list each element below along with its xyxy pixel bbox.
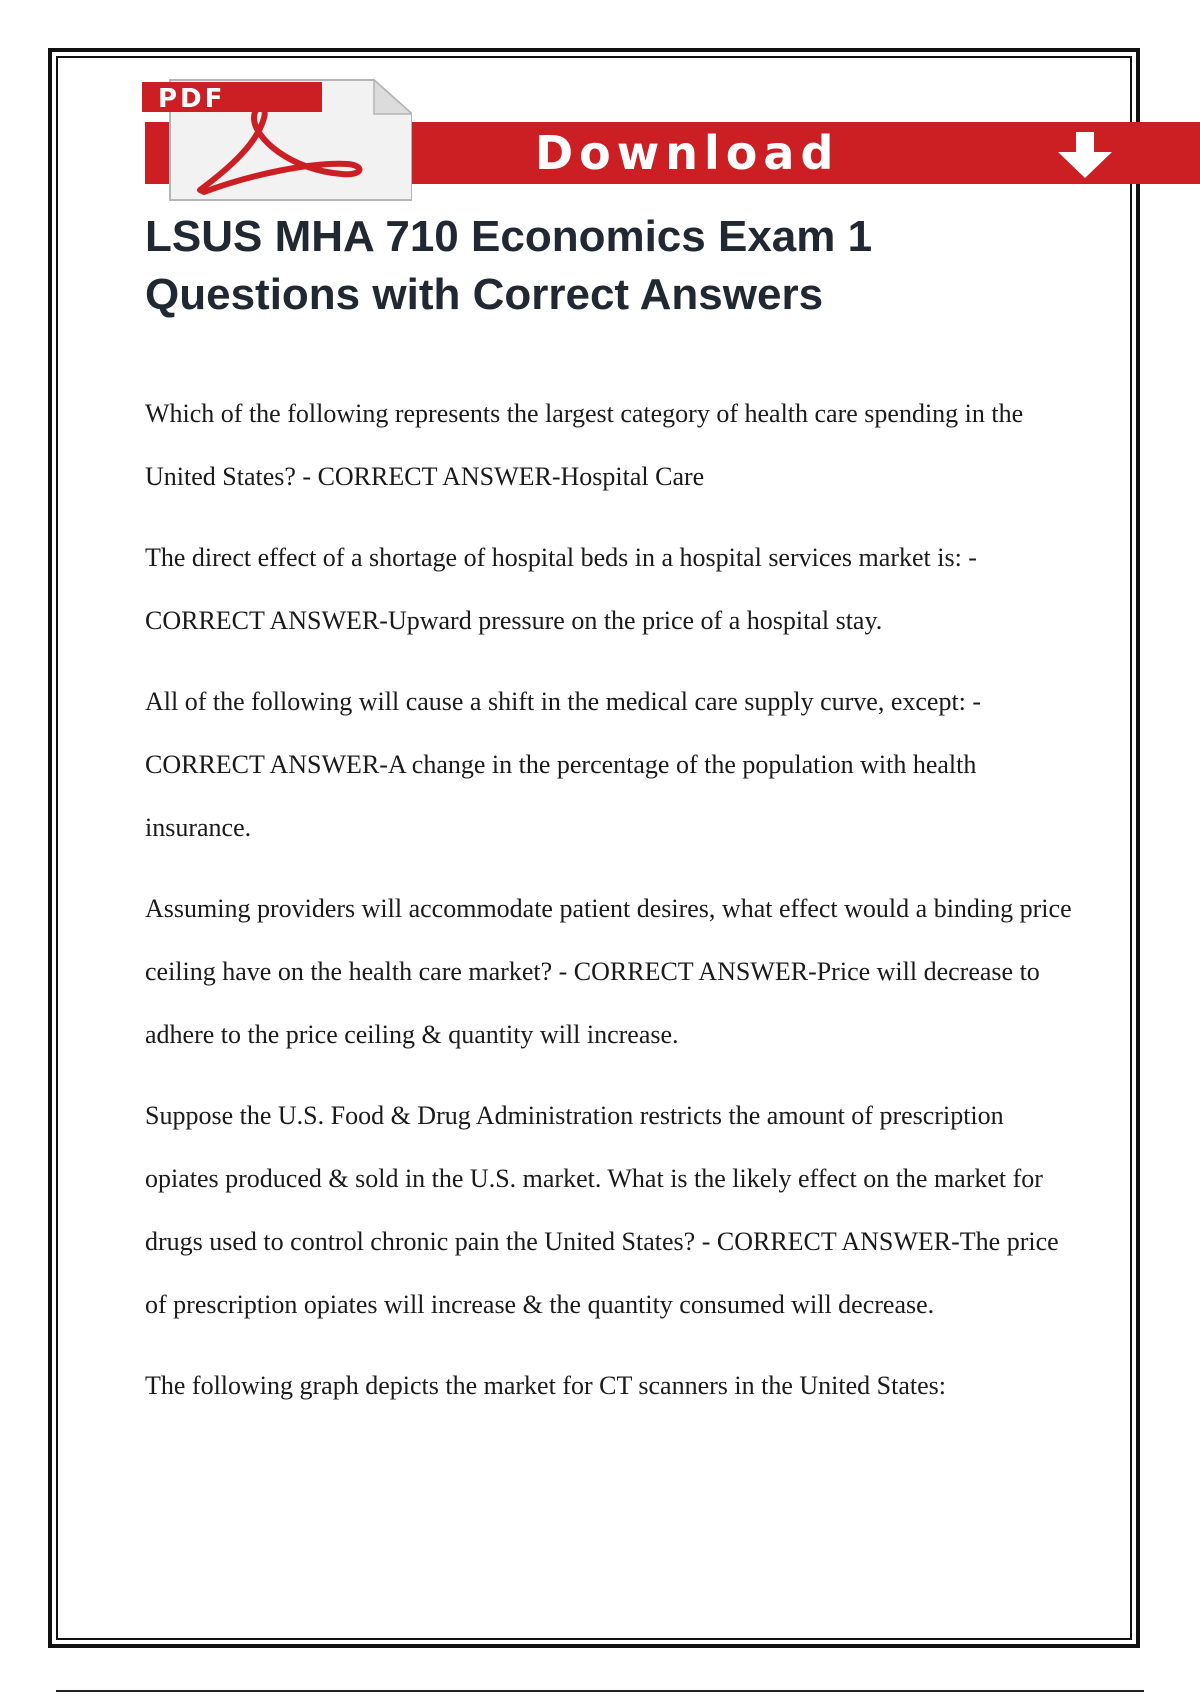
title-line-2: Questions with Correct Answers bbox=[145, 270, 824, 319]
download-arrow-icon[interactable] bbox=[1050, 128, 1120, 180]
qa-item-6: The following graph depicts the market for CT scanners in the United States: bbox=[145, 1371, 946, 1400]
qa-item-2: The direct effect of a shortage of hospital beds in a hospital services market is: - CORRECT ANSWER-Upward pressure on the price of a hospital stay. bbox=[145, 543, 977, 635]
qa-item-4: Assuming providers will accommodate patient desires, what effect would a binding price ceiling have on the health care market? - CORRECT ANSWER-Price will decrease to adhere to the price ceiling & quantity will increase. bbox=[145, 894, 1072, 1049]
qa-item-3: All of the following will cause a shift in the medical care supply curve, except: - CORRECT ANSWER-A change in the percentage of the population with health insurance. bbox=[145, 687, 982, 842]
bottom-divider bbox=[56, 1690, 1144, 1692]
pdf-document-icon bbox=[142, 78, 412, 202]
qa-list bbox=[145, 382, 1075, 1435]
title-line-1: LSUS MHA 710 Economics Exam 1 bbox=[145, 212, 873, 261]
download-label[interactable]: Download bbox=[535, 126, 840, 180]
page-title bbox=[145, 208, 1095, 324]
pdf-label: PDF bbox=[158, 84, 226, 114]
qa-item-1: Which of the following represents the largest category of health care spending in the United States? - CORRECT ANSWER-Hospital Care bbox=[145, 399, 1024, 491]
qa-item-5: Suppose the U.S. Food & Drug Administration restricts the amount of prescription opiates produced & sold in the U.S. market. What is the likely effect on the market for drugs used to control chronic pain the United States? - CORRECT ANSWER-The price of prescription opiates will increase & the quantity consumed will decrease. bbox=[145, 1101, 1059, 1319]
